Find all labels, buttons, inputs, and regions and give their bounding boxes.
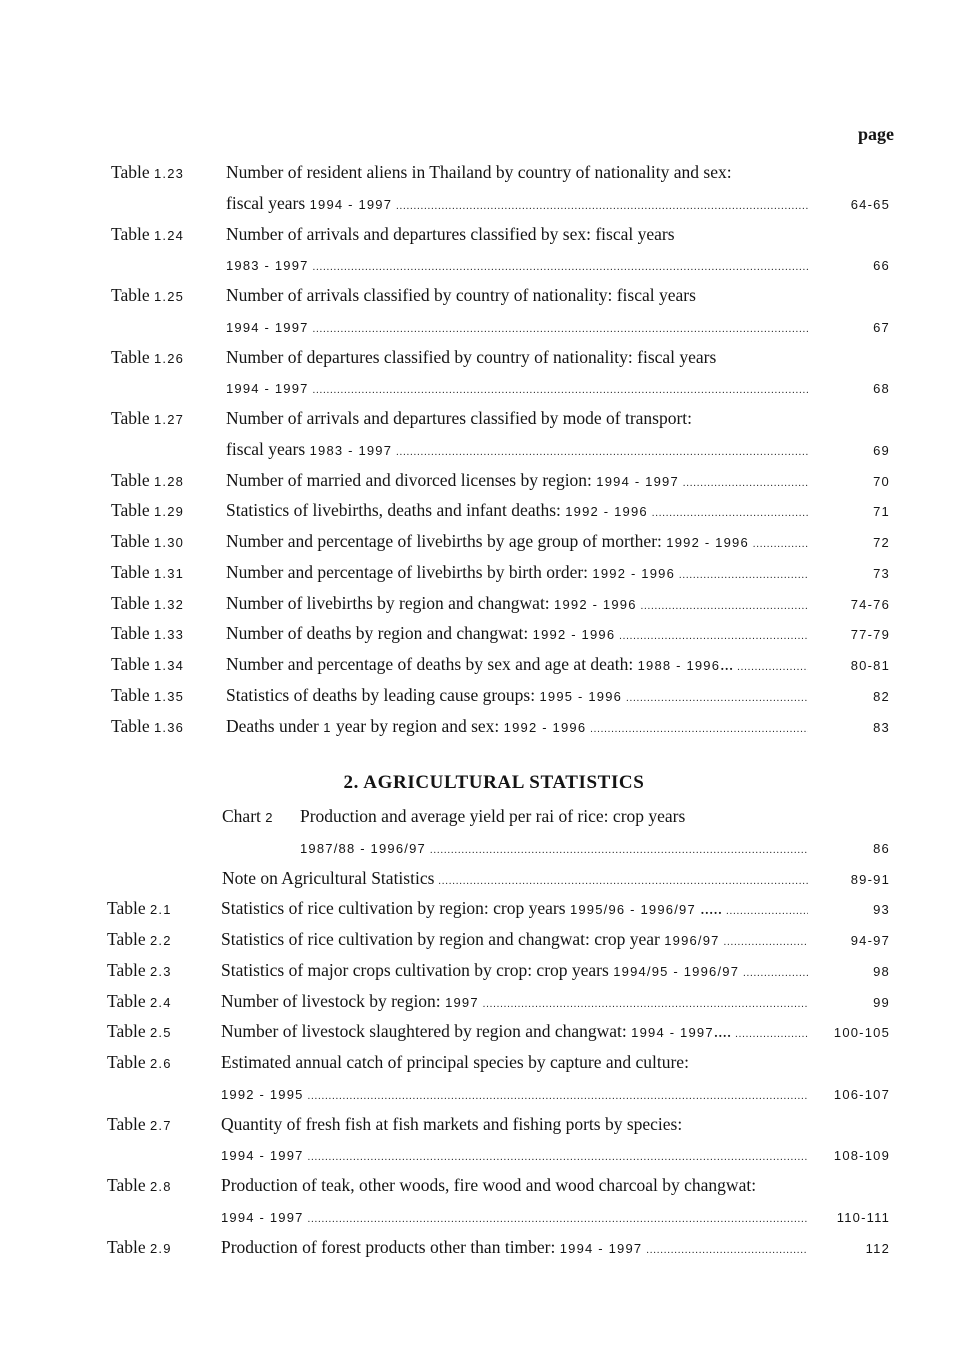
- label-word: Table: [107, 959, 146, 980]
- dot-leader: [683, 470, 808, 494]
- dot-leader: [438, 868, 808, 892]
- table-1-26-label: [111, 343, 184, 371]
- table-1-36-page-number: 83: [873, 719, 890, 735]
- table-2-6-label: [107, 1048, 172, 1076]
- table-2-5-title-line: [221, 1017, 808, 1045]
- dot-leader: [430, 837, 808, 861]
- table-1-31-label: [111, 558, 184, 586]
- label-word: Table: [111, 162, 150, 182]
- title-text: 1994 - 1997: [221, 1209, 304, 1225]
- table-1-29-label: [111, 496, 184, 524]
- table-2-4-title-line: [221, 987, 808, 1015]
- title-text: 1994 - 1997: [221, 1148, 304, 1164]
- table-1-35-page-number: 82: [873, 688, 890, 704]
- table-2-4-page-number: 99: [873, 994, 890, 1010]
- note-page-number: 89-91: [850, 871, 890, 887]
- title-text: Note on Agricultural Statistics: [222, 867, 435, 888]
- table-2-8-page-number: 110-111: [836, 1209, 890, 1225]
- title-text: 1987/88 - 1996/97: [300, 840, 426, 856]
- label-word: Table: [111, 531, 150, 551]
- label-word: Table: [107, 1052, 146, 1072]
- table-2-1-page-number: 93: [873, 902, 890, 918]
- table-1-31-title-line: [226, 558, 808, 586]
- table-2-9-page-number: 112: [865, 1240, 890, 1256]
- label-number: 1.30: [154, 535, 185, 550]
- label-number: 1.27: [154, 412, 185, 427]
- table-2-5-page-number: 100-105: [833, 1025, 890, 1041]
- table-2-7-title-line: [221, 1110, 808, 1138]
- table-1-31-page-number: 73: [873, 565, 890, 581]
- label-number: 1.33: [154, 627, 185, 643]
- table-1-28-title-line: [226, 466, 808, 494]
- dot-leader: [646, 1237, 808, 1261]
- label-word: Table: [111, 684, 150, 705]
- title-text: Statistics of livebirths, deaths and infant deaths: 1992 - 1996: [226, 500, 648, 521]
- table-1-32-label: [111, 589, 184, 617]
- dot-leader: [619, 623, 808, 647]
- table-2-7-label: [107, 1110, 172, 1138]
- table-1-26-page-number: 68: [873, 381, 890, 397]
- table-1-25-title-line: [226, 281, 808, 309]
- dot-leader: [313, 254, 808, 278]
- table-1-34-page-number: 80-81: [850, 658, 890, 673]
- label-word: Table: [111, 500, 150, 521]
- title-text: Number of married and divorced licenses by region: 1994 - 1997: [226, 469, 679, 490]
- title-text: Number of deaths by region and changwat: 1992 - 1996: [226, 623, 616, 644]
- label-word: Table: [107, 990, 146, 1011]
- title-text: Statistics of major crops cultivation by crop: crop years 1994/95 - 1996/97: [221, 959, 740, 980]
- dot-leader: [679, 562, 808, 586]
- table-2-3-page-number: 98: [873, 963, 890, 979]
- table-1-32-page-number: 74-76: [850, 596, 890, 612]
- table-1-25-label: [111, 281, 184, 309]
- dot-leader: [626, 685, 808, 709]
- label-word: Table: [111, 285, 150, 305]
- label-number: 2: [265, 810, 274, 825]
- label-word: Table: [111, 592, 150, 613]
- table-1-25-page-number: 67: [873, 319, 890, 335]
- label-word: Table: [107, 898, 146, 919]
- table-1-35-title-line: [226, 681, 808, 709]
- label-number: 1.23: [154, 166, 185, 181]
- title-text: Deaths under 1 year by region and sex: 1992 - 1996: [226, 715, 587, 736]
- title-text: 1994 - 1997: [226, 319, 309, 335]
- table-2-1-title-line: [221, 894, 808, 922]
- dot-leader: [308, 1144, 808, 1168]
- label-word: Table: [111, 654, 150, 674]
- table-1-36-label: [111, 712, 184, 740]
- label-number: 2.1: [150, 902, 172, 918]
- title-text: Estimated annual catch of principal species by capture and culture:: [221, 1052, 689, 1072]
- label-number: 1.29: [154, 504, 185, 520]
- title-text: fiscal years 1994 - 1997: [226, 192, 393, 213]
- table-2-5-label: [107, 1017, 172, 1045]
- title-text: 1992 - 1995: [221, 1086, 304, 1102]
- table-2-7-page-number: 108-109: [833, 1148, 890, 1164]
- label-number: 2.6: [150, 1056, 172, 1071]
- table-1-27-label: [111, 404, 184, 432]
- table-1-26-title-line: [226, 373, 808, 401]
- dot-leader: [483, 991, 808, 1015]
- table-1-33-label: [111, 619, 184, 647]
- table-2-8-title-line: [221, 1171, 808, 1199]
- table-1-34-title-line: [226, 650, 808, 678]
- chart-2-label: [222, 802, 274, 830]
- table-1-23-title-line: [226, 158, 808, 186]
- dot-leader: [726, 898, 808, 922]
- title-text: Number of livestock slaughtered by region and changwat: 1994 - 1997....: [221, 1021, 732, 1042]
- table-2-3-title-line: [221, 956, 808, 984]
- label-number: 2.5: [150, 1025, 172, 1041]
- table-1-29-page-number: 71: [873, 504, 890, 520]
- table-1-27-title-line: [226, 404, 808, 432]
- title-text: Number of livebirths by region and changwat: 1992 - 1996: [226, 592, 637, 613]
- dot-leader: [313, 316, 808, 340]
- table-1-34-label: [111, 650, 184, 678]
- chart-2-title-line: [300, 833, 808, 861]
- chart-2-page-number: 86: [873, 840, 890, 856]
- label-word: Table: [111, 623, 150, 644]
- label-number: 2.9: [150, 1240, 172, 1256]
- label-word: Table: [107, 1236, 146, 1257]
- label-number: 1.24: [154, 227, 185, 243]
- title-text: Number of departures classified by country of nationality: fiscal years: [226, 346, 717, 367]
- title-text: Number of arrivals and departures classified by mode of transport:: [226, 408, 693, 428]
- table-1-36-title-line: [226, 712, 808, 740]
- table-1-24-title-line: [226, 220, 808, 248]
- label-number: 1.32: [154, 596, 185, 612]
- table-2-2-label: [107, 925, 172, 953]
- label-word: Table: [111, 561, 150, 582]
- table-1-29-title-line: [226, 496, 808, 524]
- table-2-2-title-line: [221, 925, 808, 953]
- title-text: Statistics of deaths by leading cause groups: 1995 - 1996: [226, 684, 623, 705]
- label-word: Table: [111, 715, 150, 736]
- table-1-30-title-line: [226, 527, 808, 555]
- table-1-32-title-line: [226, 589, 808, 617]
- table-2-1-label: [107, 894, 172, 922]
- title-text: Production of forest products other than timber: 1994 - 1997: [221, 1236, 643, 1257]
- table-1-28-label: [111, 466, 184, 494]
- label-word: Table: [107, 1021, 146, 1042]
- table-1-33-page-number: 77-79: [850, 627, 890, 643]
- page-column-header: page: [858, 124, 894, 144]
- table-1-23-page-number: 64-65: [850, 196, 890, 212]
- table-1-24-title-line: [226, 250, 808, 278]
- dot-leader: [737, 654, 808, 678]
- title-text: Number of livestock by region: 1997: [221, 990, 479, 1011]
- table-1-30-label: [111, 527, 184, 555]
- table-1-24-page-number: 66: [873, 258, 890, 274]
- dot-leader: [743, 960, 808, 984]
- table-2-7-title-line: [221, 1140, 808, 1168]
- note-title-line: [222, 864, 808, 892]
- title-text: fiscal years 1983 - 1997: [226, 438, 393, 459]
- table-1-27-title-line: [226, 435, 808, 463]
- table-2-6-title-line: [221, 1079, 808, 1107]
- label-number: 2.7: [150, 1117, 172, 1133]
- table-1-24-label: [111, 220, 184, 248]
- dot-leader: [641, 593, 808, 617]
- dot-leader: [396, 193, 808, 217]
- title-text: Production of teak, other woods, fire wood and wood charcoal by changwat:: [221, 1175, 757, 1195]
- table-2-4-label: [107, 987, 172, 1015]
- table-1-30-page-number: 72: [873, 535, 890, 550]
- title-text: Statistics of rice cultivation by region and changwat: crop year 1996/97: [221, 929, 720, 949]
- title-text: Number of arrivals classified by country of nationality: fiscal years: [226, 285, 696, 305]
- dot-leader: [652, 500, 808, 524]
- section-title: 2. AGRICULTURAL STATISTICS: [343, 772, 645, 793]
- table-2-8-label: [107, 1171, 172, 1199]
- table-1-33-title-line: [226, 619, 808, 647]
- table-1-27-page-number: 69: [873, 442, 890, 458]
- label-number: 1.36: [154, 719, 185, 735]
- title-text: 1994 - 1997: [226, 381, 309, 397]
- label-word: Table: [111, 408, 150, 428]
- table-2-9-title-line: [221, 1233, 808, 1261]
- label-word: Table: [111, 223, 150, 244]
- label-number: 2.4: [150, 994, 172, 1010]
- table-2-6-page-number: 106-107: [833, 1086, 890, 1102]
- title-text: Quantity of fresh fish at fish markets and fishing ports by species:: [221, 1113, 683, 1134]
- label-number: 1.31: [154, 565, 185, 581]
- title-text: Production and average yield per rai of rice: crop years: [300, 806, 686, 826]
- label-number: 2.3: [150, 963, 172, 979]
- table-1-28-page-number: 70: [873, 473, 890, 489]
- dot-leader: [396, 439, 808, 463]
- title-text: Number of arrivals and departures classified by sex: fiscal years: [226, 223, 675, 244]
- dot-leader: [313, 377, 808, 401]
- label-word: Table: [111, 469, 150, 490]
- chart-2-title-line: [300, 802, 808, 830]
- label-word: Table: [111, 346, 150, 367]
- title-text: Number and percentage of deaths by sex and age at death: 1988 - 1996...: [226, 654, 734, 674]
- label-number: 2.2: [150, 933, 172, 948]
- title-text: Number of resident aliens in Thailand by country of nationality and sex:: [226, 162, 732, 182]
- table-2-8-title-line: [221, 1202, 808, 1230]
- label-number: 1.28: [154, 473, 185, 489]
- title-text: Number and percentage of livebirths by birth order: 1992 - 1996: [226, 561, 675, 582]
- label-word: Table: [107, 929, 146, 949]
- table-1-23-label: [111, 158, 184, 186]
- title-text: 1983 - 1997: [226, 258, 309, 274]
- label-word: Chart: [222, 806, 261, 826]
- label-number: 1.35: [154, 688, 185, 704]
- dot-leader: [308, 1206, 808, 1230]
- label-word: Table: [107, 1175, 146, 1195]
- dot-leader: [735, 1021, 808, 1045]
- table-2-9-label: [107, 1233, 172, 1261]
- table-2-2-page-number: 94-97: [850, 933, 890, 948]
- dot-leader: [308, 1083, 808, 1107]
- dot-leader: [590, 716, 808, 740]
- table-1-25-title-line: [226, 312, 808, 340]
- label-word: Table: [107, 1113, 146, 1134]
- table-2-6-title-line: [221, 1048, 808, 1076]
- label-number: 2.8: [150, 1179, 172, 1194]
- dot-leader: [724, 929, 808, 953]
- dot-leader: [753, 531, 808, 555]
- label-number: 1.25: [154, 289, 185, 304]
- label-number: 1.34: [154, 658, 185, 673]
- label-number: 1.26: [154, 350, 185, 366]
- title-text: Statistics of rice cultivation by region: crop years 1995/96 - 1996/97 .....: [221, 898, 723, 919]
- title-text: Number and percentage of livebirths by age group of morther: 1992 - 1996: [226, 531, 749, 551]
- table-1-23-title-line: [226, 189, 808, 217]
- table-1-26-title-line: [226, 343, 808, 371]
- table-2-3-label: [107, 956, 172, 984]
- table-1-35-label: [111, 681, 184, 709]
